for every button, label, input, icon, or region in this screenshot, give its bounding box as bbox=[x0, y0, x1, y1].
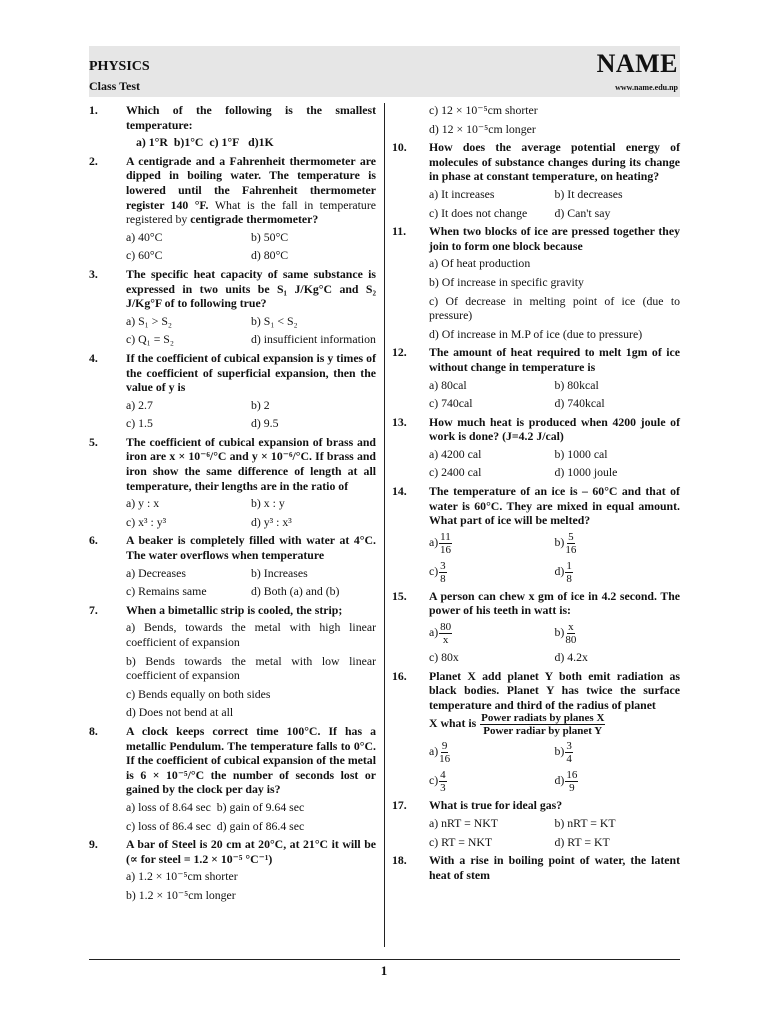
question-6: 6. A beaker is completely filled with water at 4°C. The water overflows when temperature bbox=[89, 533, 376, 563]
q7-options: a) Bends, towards the metal with high linear coefficient of expansion b) Bends towards the metal with low linear coefficient of expansion c) Bends equally on both sides d) Does not bend at all bbox=[126, 620, 376, 720]
q11-options: a) Of heat production b) Of increase in specific gravity c) Of decrease in melting point of ice (due to pressure) d) Of increase in M.P of ice (due to pressure) bbox=[429, 256, 680, 341]
question-7: 7. When a bimetallic strip is cooled, the strip; bbox=[89, 602, 343, 617]
q4-options: a) 2.7 b) 2 c) 1.5 d) 9.5 bbox=[126, 397, 279, 431]
subject-title: PHYSICS bbox=[89, 59, 150, 74]
right-column bbox=[392, 103, 680, 885]
question-11: 11. When two blocks of ice are pressed together they join to form one block because bbox=[392, 224, 680, 253]
question-16: 16. Planet X add planet Y both emit radiation as black bodies. Planet Y has twice the surface temperature and third of the radius of planet X what is $\frac{\text{Power radiats by planes X}}{\text{Power radiar by planet Y}}$ bbox=[392, 668, 680, 738]
q14-options: a) $\frac{11}{16}$ b) $\frac{5}{16}$ c) $\frac{3}{8}$ d) $\frac{1}{8}$ bbox=[429, 530, 577, 585]
question-12: 12. The amount of heat required to melt 1gm of ice without change in temperature is bbox=[392, 345, 680, 374]
page-number: 1 bbox=[380, 963, 388, 978]
brand-name: NAME bbox=[596, 49, 678, 78]
q9-options-cont: c) 12 × 10⁻⁵cm shorter d) 12 × 10⁻⁵cm longer bbox=[429, 103, 538, 136]
q1-options: a) 1°R b)1°C c) 1°F d)1K bbox=[136, 135, 274, 150]
q17-options: a) nRT = NKT b) nRT = KT c) RT = NKT d) RT = KT bbox=[429, 816, 616, 849]
q2-options: a) 40°C b) 50°C c) 60°C d) 80°C bbox=[126, 229, 289, 263]
question-14: 14. The temperature of an ice is – 60°C and that of water is 60°C. They are mixed in equal amount. What part of ice will be melted? bbox=[392, 484, 680, 528]
footer-rule bbox=[89, 959, 680, 960]
question-3: 3. The specific heat capacity of same substance is expressed in two units be S₁ J/Kg°C and S₂ J/Kg°F of to following true? bbox=[89, 266, 376, 311]
q15-options: a) $\frac{80}{x}$ b) $\frac{x}{80}$ c) 80x d) 4.2x bbox=[429, 621, 588, 665]
question-4: 4. If the coefficient of cubical expansion is y times of the coefficient of superficial expansion, then the value of y is bbox=[89, 350, 376, 395]
q3-options: a) S₁ > S₂ b) S₁ < S₂ c) Q₁ = S₂ d) insufficient information bbox=[126, 313, 376, 347]
question-8: 8. A clock keeps correct time 100°C. If has a metallic Pendulum. The temperature falls to 0°C. If the coefficient of cubical expansion of the metal is 6 × 10⁻⁵/°C the number of seconds lost or gained by the clock per day is? bbox=[89, 723, 376, 797]
question-9: 9. A bar of Steel is 20 cm at 20°C, at 21°C it will be (∝ for steel = 1.2 × 10⁻⁵ °C⁻¹) bbox=[89, 837, 376, 866]
question-5: 5. The coefficient of cubical expansion of brass and iron are x × 10⁻⁶/°C and y × 10⁻⁶/°C. If brass and iron show the same difference of length at all temperature, their lengths are in the ratio of bbox=[89, 434, 376, 493]
question-2: 2. A centigrade and a Fahrenheit thermometer are dipped in boiling water. The temperature is lowered until the Fahrenheit thermometer register 140 °F. What is the fall in temperature registered by centigrade thermometer? bbox=[89, 153, 376, 227]
q12-options: a) 80cal b) 80kcal c) 740cal d) 740kcal bbox=[429, 377, 605, 411]
q6-options: a) Decreases b) Increases c) Remains same d) Both (a) and (b) bbox=[126, 565, 340, 599]
brand-url: www.name.edu.np bbox=[615, 83, 678, 92]
test-subtitle: Class Test bbox=[89, 79, 141, 93]
q16-options: a) $\frac{9}{16}$ b) $\frac{3}{4}$ c) $\frac{4}{3}$ d) $\frac{16}{9}$ bbox=[429, 740, 578, 795]
q9-options: a) 1.2 × 10⁻⁵cm shorter b) 1.2 × 10⁻⁵cm longer bbox=[126, 869, 238, 902]
page-header bbox=[89, 46, 680, 97]
q5-options: a) y : x b) x : y c) x³ : y³ d) y³ : x³ bbox=[126, 496, 292, 529]
q10-options: a) It increases b) It decreases c) It does not change d) Can't say bbox=[429, 186, 623, 220]
question-13: 13. How much heat is produced when 4200 joule of work is done? (J=4.2 J/cal) bbox=[392, 414, 680, 444]
column-divider bbox=[384, 103, 385, 947]
left-column bbox=[89, 103, 376, 907]
q8-options: a) loss of 8.64 sec b) gain of 9.64 sec c) loss of 86.4 sec d) gain of 86.4 sec bbox=[126, 799, 305, 833]
question-1: 1. Which of the following is the smallest temperature: bbox=[89, 103, 376, 132]
question-10: 10. How does the average potential energy of molecules of substance changes during its change in phase at constant temperature, on heating? bbox=[392, 140, 680, 184]
q13-options: a) 4200 cal b) 1000 cal c) 2400 cal d) 1000 joule bbox=[429, 446, 618, 480]
question-18: 18. With a rise in boiling point of water, the latent heat of stem bbox=[392, 853, 680, 882]
question-17: 17. What is true for ideal gas? bbox=[392, 798, 563, 813]
question-15: 15. A person can chew x gm of ice in 4.2 second. The power of his teeth in watt is: bbox=[392, 588, 680, 618]
